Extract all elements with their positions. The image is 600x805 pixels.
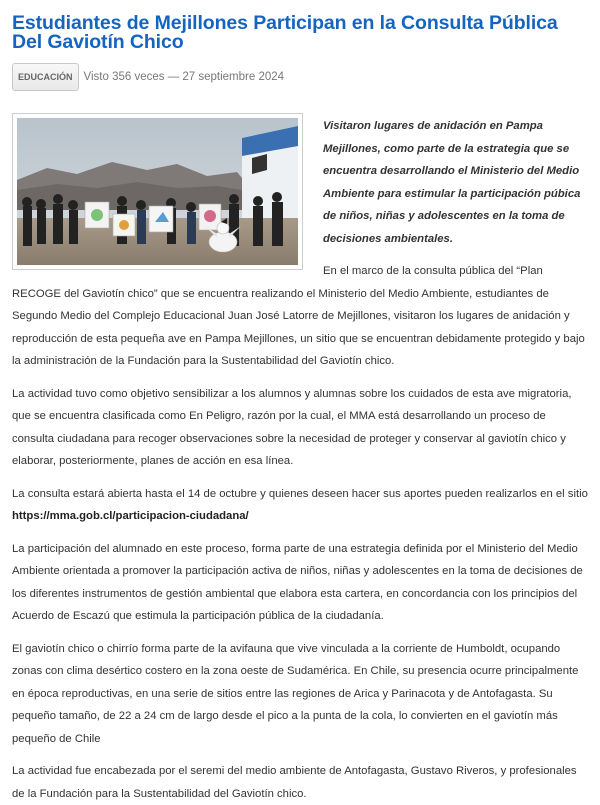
- paragraph-2: La actividad tuvo como objetivo sensibilizar a los alumnos y alumnas sobre los cuidados de esta ave migratoria, que se encuentra clasificada como En Peligro, razón por la cual, el MMA está desarrollando un proceso de consulta ciudadana para recoger observaciones sobre la necesidad de proteger y conservar al gaviotín chico y elaborar, posteriormente, planes de acción en esa línea.: [12, 387, 572, 467]
- students-group-photo: [17, 118, 298, 265]
- paragraph-4: La participación del alumnado en este proceso, forma parte de una estrategia definida por el Ministerio del Medio Ambiente orientada a promover la participación activa de niños, niñas y adolescentes en la toma de decisiones de los diferentes instrumentos de gestión ambiental que elabora esta cartera, en concordancia con los principios del Acuerdo de Escazú que estimula la participación pública de la ciudadanía.: [12, 542, 583, 622]
- article-title[interactable]: Estudiantes de Mejillones Participan en la Consulta Pública Del Gaviotín Chico: [12, 12, 558, 53]
- participation-link[interactable]: https://mma.gob.cl/participacion-ciudadana/: [12, 510, 249, 522]
- paragraph-3: [12, 483, 588, 528]
- article-lead: Visitaron lugares de anidación en Pampa Mejillones, como parte de la estrategia que se encuentra desarrollando el Ministerio del Medio Ambiente para estimular la participación púbica de niños, niñas y adolescentes en la toma de decisiones ambientales.: [323, 120, 581, 245]
- paragraph-6: La actividad fue encabezada por el seremi del medio ambiente de Antofagasta, Gustavo Riveros, y profesionales de la Fundación para la Sustentabilidad del Gaviotín chico.: [12, 765, 577, 800]
- article-meta: [12, 63, 588, 91]
- paragraph-1: En el marco de la consulta pública del “Plan RECOGE del Gaviotín chico” que se encuentra realizando el Ministerio del Medio Ambiente, estudiantes de Segundo Medio del Complejo Educacional Juan José Latorre de Mejillones, visitaron los lugares de anidación y reproducción de esta pequeña ave en Pampa Mejillones, un sitio que se encuentran debidamente protegido y bajo la administración de la Fundación para la Sustentabilidad del Gaviotín chico.: [12, 265, 585, 367]
- paragraph-5: El gaviotín chico o chirrío forma parte de la avifauna que vive vinculada a la corriente de Humboldt, ocupando zonas con clima desértico costero en la zona oeste de Sudamérica. En Chile, su presencia ocurre principalmente en época reproductivas, en una serie de sitios entre las regiones de Arica y Parinacota y de Antofagasta. Su pequeño tamaño, de 22 a 24 cm de largo desde el pico a la punta de la cola, lo convierten en el gaviotín más pequeño de Chile: [12, 642, 579, 745]
- article-photo: [12, 113, 303, 270]
- paragraph-3-text: La consulta estará abierta hasta el 14 de octubre y quienes deseen hacer sus aportes pueden realizarlos en el sitio: [12, 487, 588, 500]
- views-and-date: Visto 356 veces — 27 septiembre 2024: [83, 71, 285, 83]
- article-body: [12, 115, 588, 805]
- category-badge[interactable]: EDUCACIÓN: [12, 63, 79, 91]
